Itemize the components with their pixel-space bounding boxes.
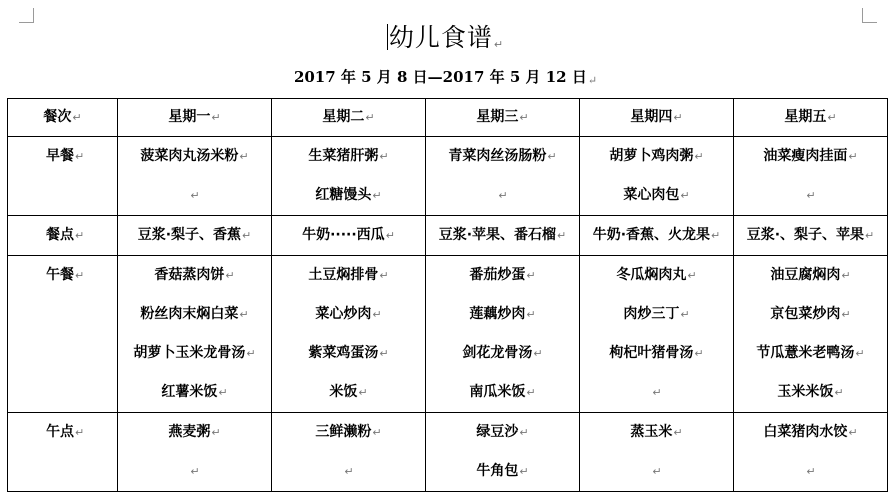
paragraph-mark-icon: ↵ — [75, 229, 85, 242]
date-range — [0, 66, 891, 92]
menu-item — [734, 176, 887, 215]
menu-item-text: 胡萝卜鸡肉粥 — [609, 148, 694, 164]
paragraph-mark-icon: ↵ — [806, 465, 816, 478]
menu-item-text: 枸杞叶猪骨汤 — [609, 345, 694, 361]
paragraph-mark-icon: ↵ — [848, 426, 858, 439]
paragraph-mark-icon: ↵ — [75, 269, 85, 282]
menu-item-text: 南瓜米饭 — [469, 384, 526, 400]
menu-cell[interactable] — [580, 137, 734, 216]
paragraph-mark-icon: ↵ — [680, 308, 690, 321]
menu-item-text: 香菇蒸肉饼 — [154, 267, 225, 283]
menu-item — [734, 452, 887, 491]
menu-item-text: 燕麦粥 — [168, 424, 211, 440]
menu-cell[interactable] — [118, 137, 272, 216]
menu-item — [426, 216, 579, 255]
header-cell[interactable]: 星期二↵ — [272, 99, 426, 137]
menu-item — [426, 295, 579, 334]
menu-cell[interactable] — [272, 137, 426, 216]
paragraph-mark-icon: ↵ — [865, 229, 875, 242]
paragraph-mark-icon: ↵ — [498, 189, 508, 202]
menu-item — [118, 413, 271, 452]
menu-cell[interactable] — [580, 413, 734, 492]
paragraph-mark-icon: ↵ — [834, 386, 844, 399]
menu-item-text: 番茄炒蛋 — [469, 267, 526, 283]
meal-type-label: 早餐 — [46, 148, 74, 164]
menu-item — [580, 256, 733, 295]
meal-type-cell[interactable] — [8, 256, 118, 413]
menu-item-text: 豆浆·苹果、番石榴 — [438, 227, 557, 243]
menu-item — [734, 373, 887, 412]
menu-item — [734, 256, 887, 295]
menu-item — [118, 373, 271, 412]
menu-item — [734, 413, 887, 452]
date-range-text: 2017 年 5 月 8 日—2017 年 5 月 12 日 — [293, 68, 587, 86]
meal-type-cell[interactable] — [8, 137, 118, 216]
menu-item — [426, 176, 579, 215]
menu-item-text: 红糖馒头 — [315, 187, 372, 203]
menu-cell[interactable] — [272, 216, 426, 256]
menu-table-body — [8, 137, 888, 492]
paragraph-mark-icon: ↵ — [218, 386, 228, 399]
paragraph-mark-icon: ↵ — [225, 269, 235, 282]
paragraph-mark-icon: ↵ — [557, 229, 567, 242]
meal-type-cell[interactable] — [8, 216, 118, 256]
paragraph-mark-icon: ↵ — [841, 269, 851, 282]
paragraph-mark-icon: ↵ — [652, 386, 662, 399]
menu-item — [118, 452, 271, 491]
paragraph-mark-icon: ↵ — [372, 308, 382, 321]
menu-cell[interactable] — [272, 256, 426, 413]
paragraph-mark-icon: ↵ — [242, 229, 252, 242]
menu-item — [426, 334, 579, 373]
menu-item-text: 米饭 — [329, 384, 358, 400]
paragraph-mark-icon: ↵ — [711, 229, 721, 242]
header-row — [8, 99, 888, 137]
menu-item — [272, 256, 425, 295]
paragraph-mark-icon: ↵ — [519, 465, 529, 478]
menu-cell[interactable] — [734, 137, 888, 216]
menu-cell[interactable] — [734, 256, 888, 413]
paragraph-mark-icon: ↵ — [841, 308, 851, 321]
menu-item-text: 牛角包 — [476, 463, 519, 479]
header-cell[interactable]: 星期三↵ — [426, 99, 580, 137]
menu-item — [580, 413, 733, 452]
paragraph-mark-icon: ↵ — [246, 347, 256, 360]
menu-item-text: 红薯米饭 — [161, 384, 218, 400]
menu-item — [272, 413, 425, 452]
paragraph-mark-icon: ↵ — [239, 308, 249, 321]
menu-item — [580, 137, 733, 176]
menu-cell[interactable] — [272, 413, 426, 492]
paragraph-mark-icon: ↵ — [379, 150, 389, 163]
menu-item-text: 豆浆·、梨子、苹果 — [746, 227, 865, 243]
menu-item — [272, 176, 425, 215]
paragraph-mark-icon: ↵ — [547, 150, 557, 163]
paragraph-mark-icon: ↵ — [190, 189, 200, 202]
menu-cell[interactable] — [118, 216, 272, 256]
menu-item-text: 菜心炒肉 — [315, 306, 372, 322]
menu-cell[interactable] — [426, 413, 580, 492]
menu-cell[interactable] — [734, 216, 888, 256]
paragraph-mark-icon: ↵ — [379, 347, 389, 360]
paragraph-mark-icon: ↵ — [652, 465, 662, 478]
menu-item — [580, 452, 733, 491]
menu-item-text: 剑花龙骨汤 — [462, 345, 533, 361]
menu-item — [118, 176, 271, 215]
paragraph-mark-icon: ↵ — [75, 426, 85, 439]
menu-item-text: 土豆焖排骨 — [308, 267, 379, 283]
paragraph-mark-icon: ↵ — [519, 426, 529, 439]
menu-item — [580, 176, 733, 215]
header-cell[interactable]: 星期一↵ — [118, 99, 272, 137]
menu-item-text: 玉米米饭 — [777, 384, 834, 400]
menu-item — [118, 216, 271, 255]
meal-type-label: 午点 — [46, 424, 74, 440]
document-title[interactable] — [0, 22, 891, 61]
menu-item — [272, 137, 425, 176]
menu-item-text: 三鲜濑粉 — [315, 424, 372, 440]
paragraph-mark-icon: ↵ — [358, 386, 368, 399]
menu-item — [734, 334, 887, 373]
paragraph-mark-icon: ↵ — [680, 189, 690, 202]
menu-item-text: 莲藕炒肉 — [469, 306, 526, 322]
menu-cell[interactable] — [426, 256, 580, 413]
menu-item — [426, 373, 579, 412]
menu-cell[interactable] — [118, 256, 272, 413]
menu-item-text: 冬瓜焖肉丸 — [616, 267, 687, 283]
paragraph-mark-icon: ↵ — [372, 189, 382, 202]
text-cursor — [387, 24, 388, 50]
menu-item — [580, 295, 733, 334]
menu-item — [272, 216, 425, 255]
menu-item — [272, 295, 425, 334]
menu-item-text: 青菜肉丝汤肠粉 — [448, 148, 547, 164]
meal-type-label: 午餐 — [46, 267, 74, 283]
menu-item-text: 京包菜炒肉 — [770, 306, 841, 322]
document-title-text: 幼儿食谱 — [388, 23, 493, 52]
menu-item — [272, 334, 425, 373]
menu-item — [118, 137, 271, 176]
menu-item — [734, 216, 887, 255]
menu-item — [426, 452, 579, 491]
menu-item-text: 粉丝肉末焖白菜 — [140, 306, 239, 322]
header-cell[interactable]: 餐次↵ — [8, 99, 118, 137]
paragraph-mark-icon: ↵ — [673, 426, 683, 439]
menu-cell[interactable] — [734, 413, 888, 492]
menu-item — [426, 256, 579, 295]
menu-item — [118, 256, 271, 295]
menu-item-text: 菜心肉包 — [623, 187, 680, 203]
menu-item — [734, 295, 887, 334]
paragraph-mark-icon: ↵ — [587, 74, 598, 87]
table-row — [8, 137, 888, 216]
paragraph-mark-icon: ↵ — [694, 150, 704, 163]
menu-cell[interactable] — [426, 216, 580, 256]
paragraph-mark-icon: ↵ — [848, 150, 858, 163]
table-row — [8, 216, 888, 256]
paragraph-mark-icon: ↵ — [533, 347, 543, 360]
menu-item-text: 节瓜薏米老鸭汤 — [756, 345, 855, 361]
page-corner-mark-right — [862, 8, 877, 23]
meal-type-label: 餐点 — [46, 227, 74, 243]
menu-item — [272, 452, 425, 491]
menu-item — [734, 137, 887, 176]
table-row — [8, 413, 888, 492]
menu-item-text: 牛奶·香蕉、火龙果 — [592, 227, 711, 243]
paragraph-mark-icon: ↵ — [211, 426, 221, 439]
meal-type-cell[interactable] — [8, 413, 118, 492]
paragraph-mark-icon: ↵ — [75, 150, 85, 163]
paragraph-mark-icon: ↵ — [855, 347, 865, 360]
menu-item — [580, 373, 733, 412]
page-corner-mark-left — [19, 8, 34, 23]
header-cell[interactable]: 星期五↵ — [734, 99, 888, 137]
menu-item — [580, 334, 733, 373]
menu-item-text: 油菜瘦肉挂面 — [763, 148, 848, 164]
menu-item-text: 生菜猪肝粥 — [308, 148, 379, 164]
paragraph-mark-icon: ↵ — [806, 189, 816, 202]
menu-item-text: 绿豆沙 — [476, 424, 519, 440]
menu-item — [426, 413, 579, 452]
menu-item-text: 白菜猪肉水饺 — [763, 424, 848, 440]
paragraph-mark-icon: ↵ — [694, 347, 704, 360]
menu-item-text: 肉炒三丁 — [623, 306, 680, 322]
menu-item — [118, 295, 271, 334]
menu-item-text: 油豆腐焖肉 — [770, 267, 841, 283]
paragraph-mark-icon: ↵ — [372, 426, 382, 439]
menu-item — [272, 373, 425, 412]
paragraph-mark-icon: ↵ — [526, 308, 536, 321]
menu-item — [426, 137, 579, 176]
menu-item-text: 牛奶·····西瓜 — [302, 227, 385, 243]
menu-item-text: 紫菜鸡蛋汤 — [308, 345, 379, 361]
paragraph-mark-icon: ↵ — [190, 465, 200, 478]
table-row — [8, 256, 888, 413]
menu-table — [7, 98, 888, 492]
paragraph-mark-icon: ↵ — [385, 229, 395, 242]
menu-cell[interactable] — [426, 137, 580, 216]
menu-item-text: 菠菜肉丸汤米粉 — [140, 148, 239, 164]
menu-cell[interactable] — [118, 413, 272, 492]
menu-item-text: 胡萝卜玉米龙骨汤 — [133, 345, 246, 361]
menu-cell[interactable] — [580, 216, 734, 256]
paragraph-mark-icon: ↵ — [239, 150, 249, 163]
header-cell[interactable]: 星期四↵ — [580, 99, 734, 137]
menu-item — [118, 334, 271, 373]
paragraph-mark-icon: ↵ — [687, 269, 697, 282]
menu-item — [580, 216, 733, 255]
paragraph-mark-icon: ↵ — [526, 269, 536, 282]
paragraph-mark-icon: ↵ — [526, 386, 536, 399]
paragraph-mark-icon: ↵ — [493, 38, 505, 51]
menu-item-text: 豆浆·梨子、香蕉 — [137, 227, 242, 243]
menu-cell[interactable] — [580, 256, 734, 413]
paragraph-mark-icon: ↵ — [344, 465, 354, 478]
paragraph-mark-icon: ↵ — [379, 269, 389, 282]
menu-item-text: 蒸玉米 — [630, 424, 673, 440]
